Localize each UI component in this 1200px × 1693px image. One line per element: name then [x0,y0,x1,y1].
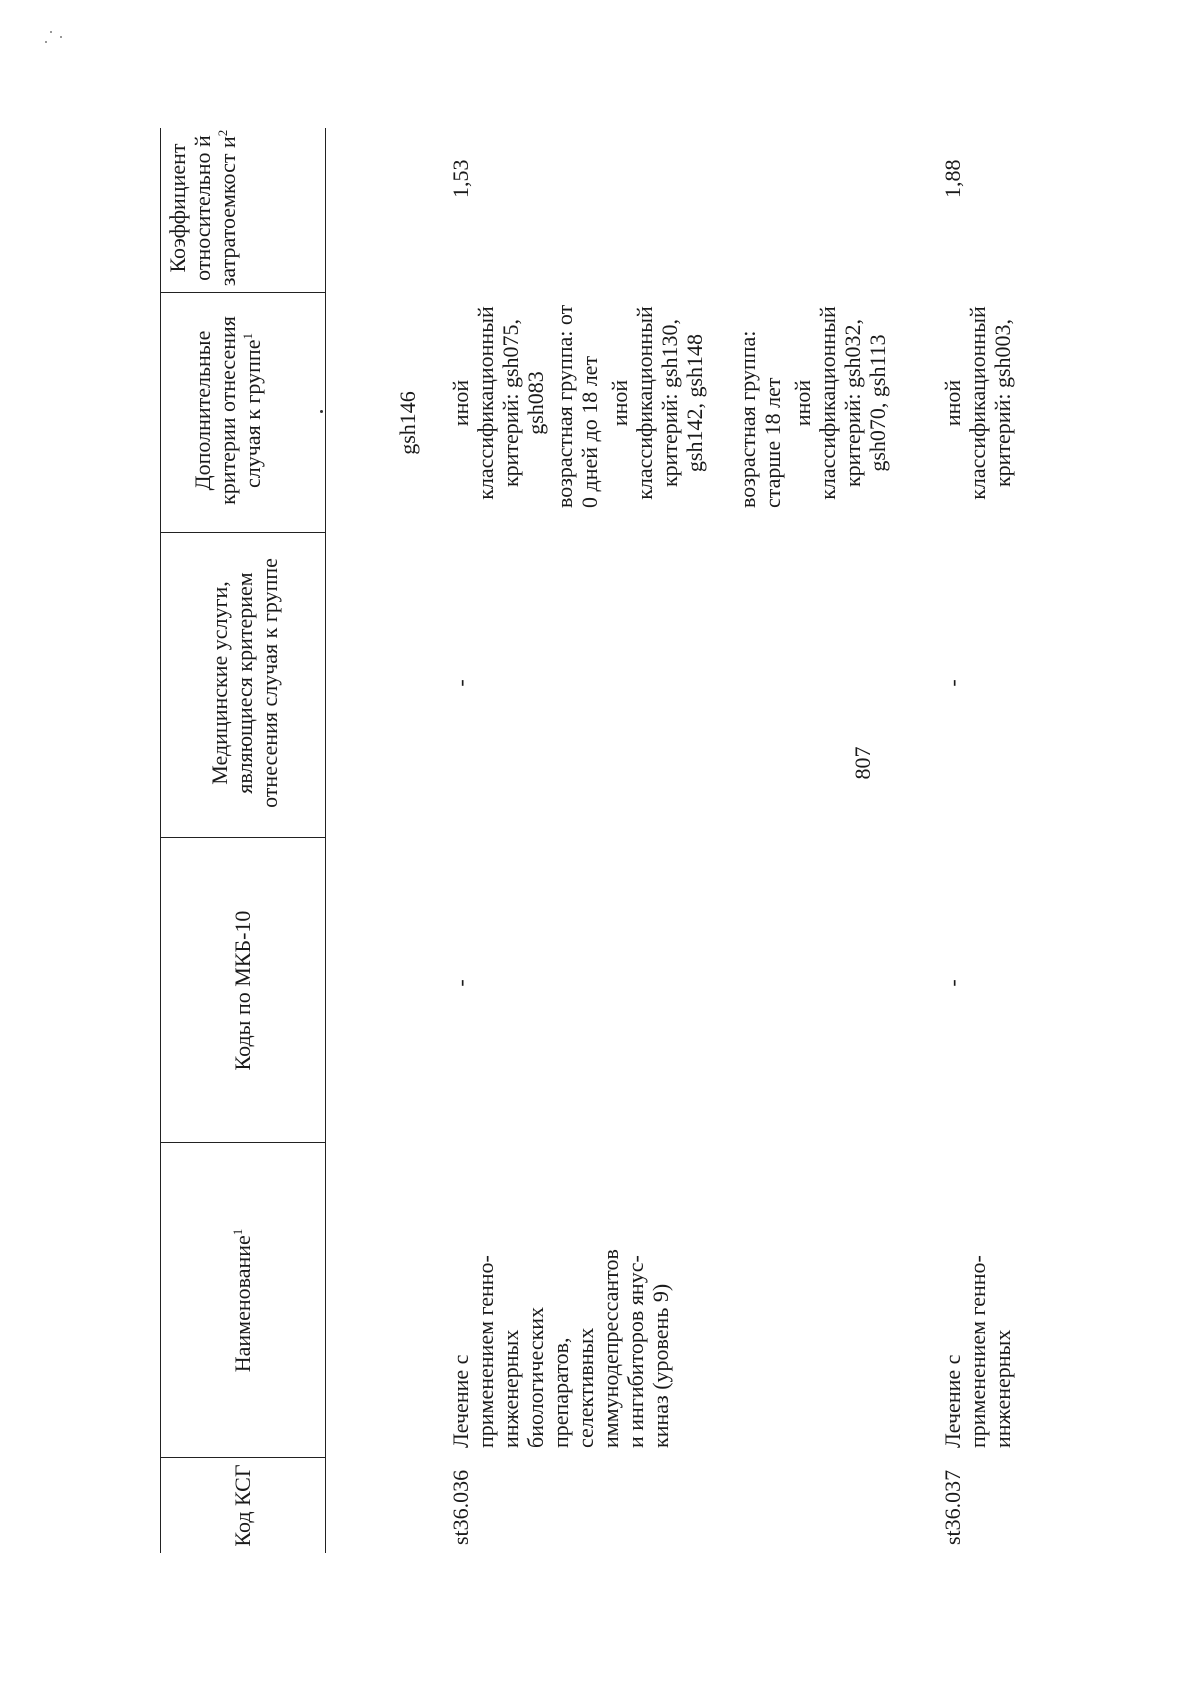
row1-criterion-3: иной классификационный критерий: gsh130, gsh142, gsh148 [607,306,707,500]
row1-criterion-1: иной классификационный критерий: gsh075, gsh083 [448,306,548,500]
header-coefficient-text: Коэффициент относительно й затратоемкост и [165,135,240,287]
table-top-rule [160,128,161,1553]
carryover-extra-criteria: gsh146 [395,391,420,455]
scan-speck [50,31,52,33]
header-extra-criteria [190,298,265,523]
col-divider [160,292,325,293]
header-extra-criteria-text: Дополнительные критерии отнесения случая к группе [190,316,265,505]
row1-code: st36.036 [448,1469,473,1545]
row1-name: Лечение с применением генно-инженерных биологических препаратов, селективных иммунодепрессантов и ингибиторов янус-киназ (уровень 9) [448,1249,673,1448]
page-number: 807 [850,746,875,780]
row2-name: Лечение с применением генно-инженерных [940,1255,1015,1448]
row2-services: - [940,679,965,687]
row1-services: - [448,679,473,687]
row1-criterion-2: возрастная группа: от 0 дней до 18 лет [552,304,602,508]
row1-coefficient: 1,53 [448,159,473,198]
row2-code: st36.037 [940,1469,965,1545]
row1-criterion-4: возрастная группа: старше 18 лет [735,330,785,508]
header-name-footnote: 1 [230,1228,245,1236]
header-coefficient-footnote: 2 [215,129,230,137]
scan-speck [60,36,62,38]
header-coefficient [165,128,240,288]
scan-dot [320,410,323,413]
header-services: Медицинские услуги, являющиеся критерием отнесения случая к группе [207,558,282,808]
row2-coefficient: 1,88 [940,159,965,198]
header-extra-criteria-footnote: 1 [240,333,255,340]
header-icd-codes: Коды по МКБ-10 [230,910,255,1071]
row2-icd: - [940,979,965,987]
table-header-rule [325,128,326,1553]
header-name-text: Наименование [230,1235,255,1373]
col-divider [160,532,325,533]
header-code-ksg: Код КСГ [230,1464,255,1547]
row1-icd: - [448,979,473,987]
header-name [230,1143,255,1458]
row1-criterion-5: иной классификационный критерий: gsh032, gsh070, gsh113 [790,306,890,500]
row2-criterion-1: иной классификационный критерий: gsh003, [940,306,1015,500]
scan-speck [45,41,47,43]
